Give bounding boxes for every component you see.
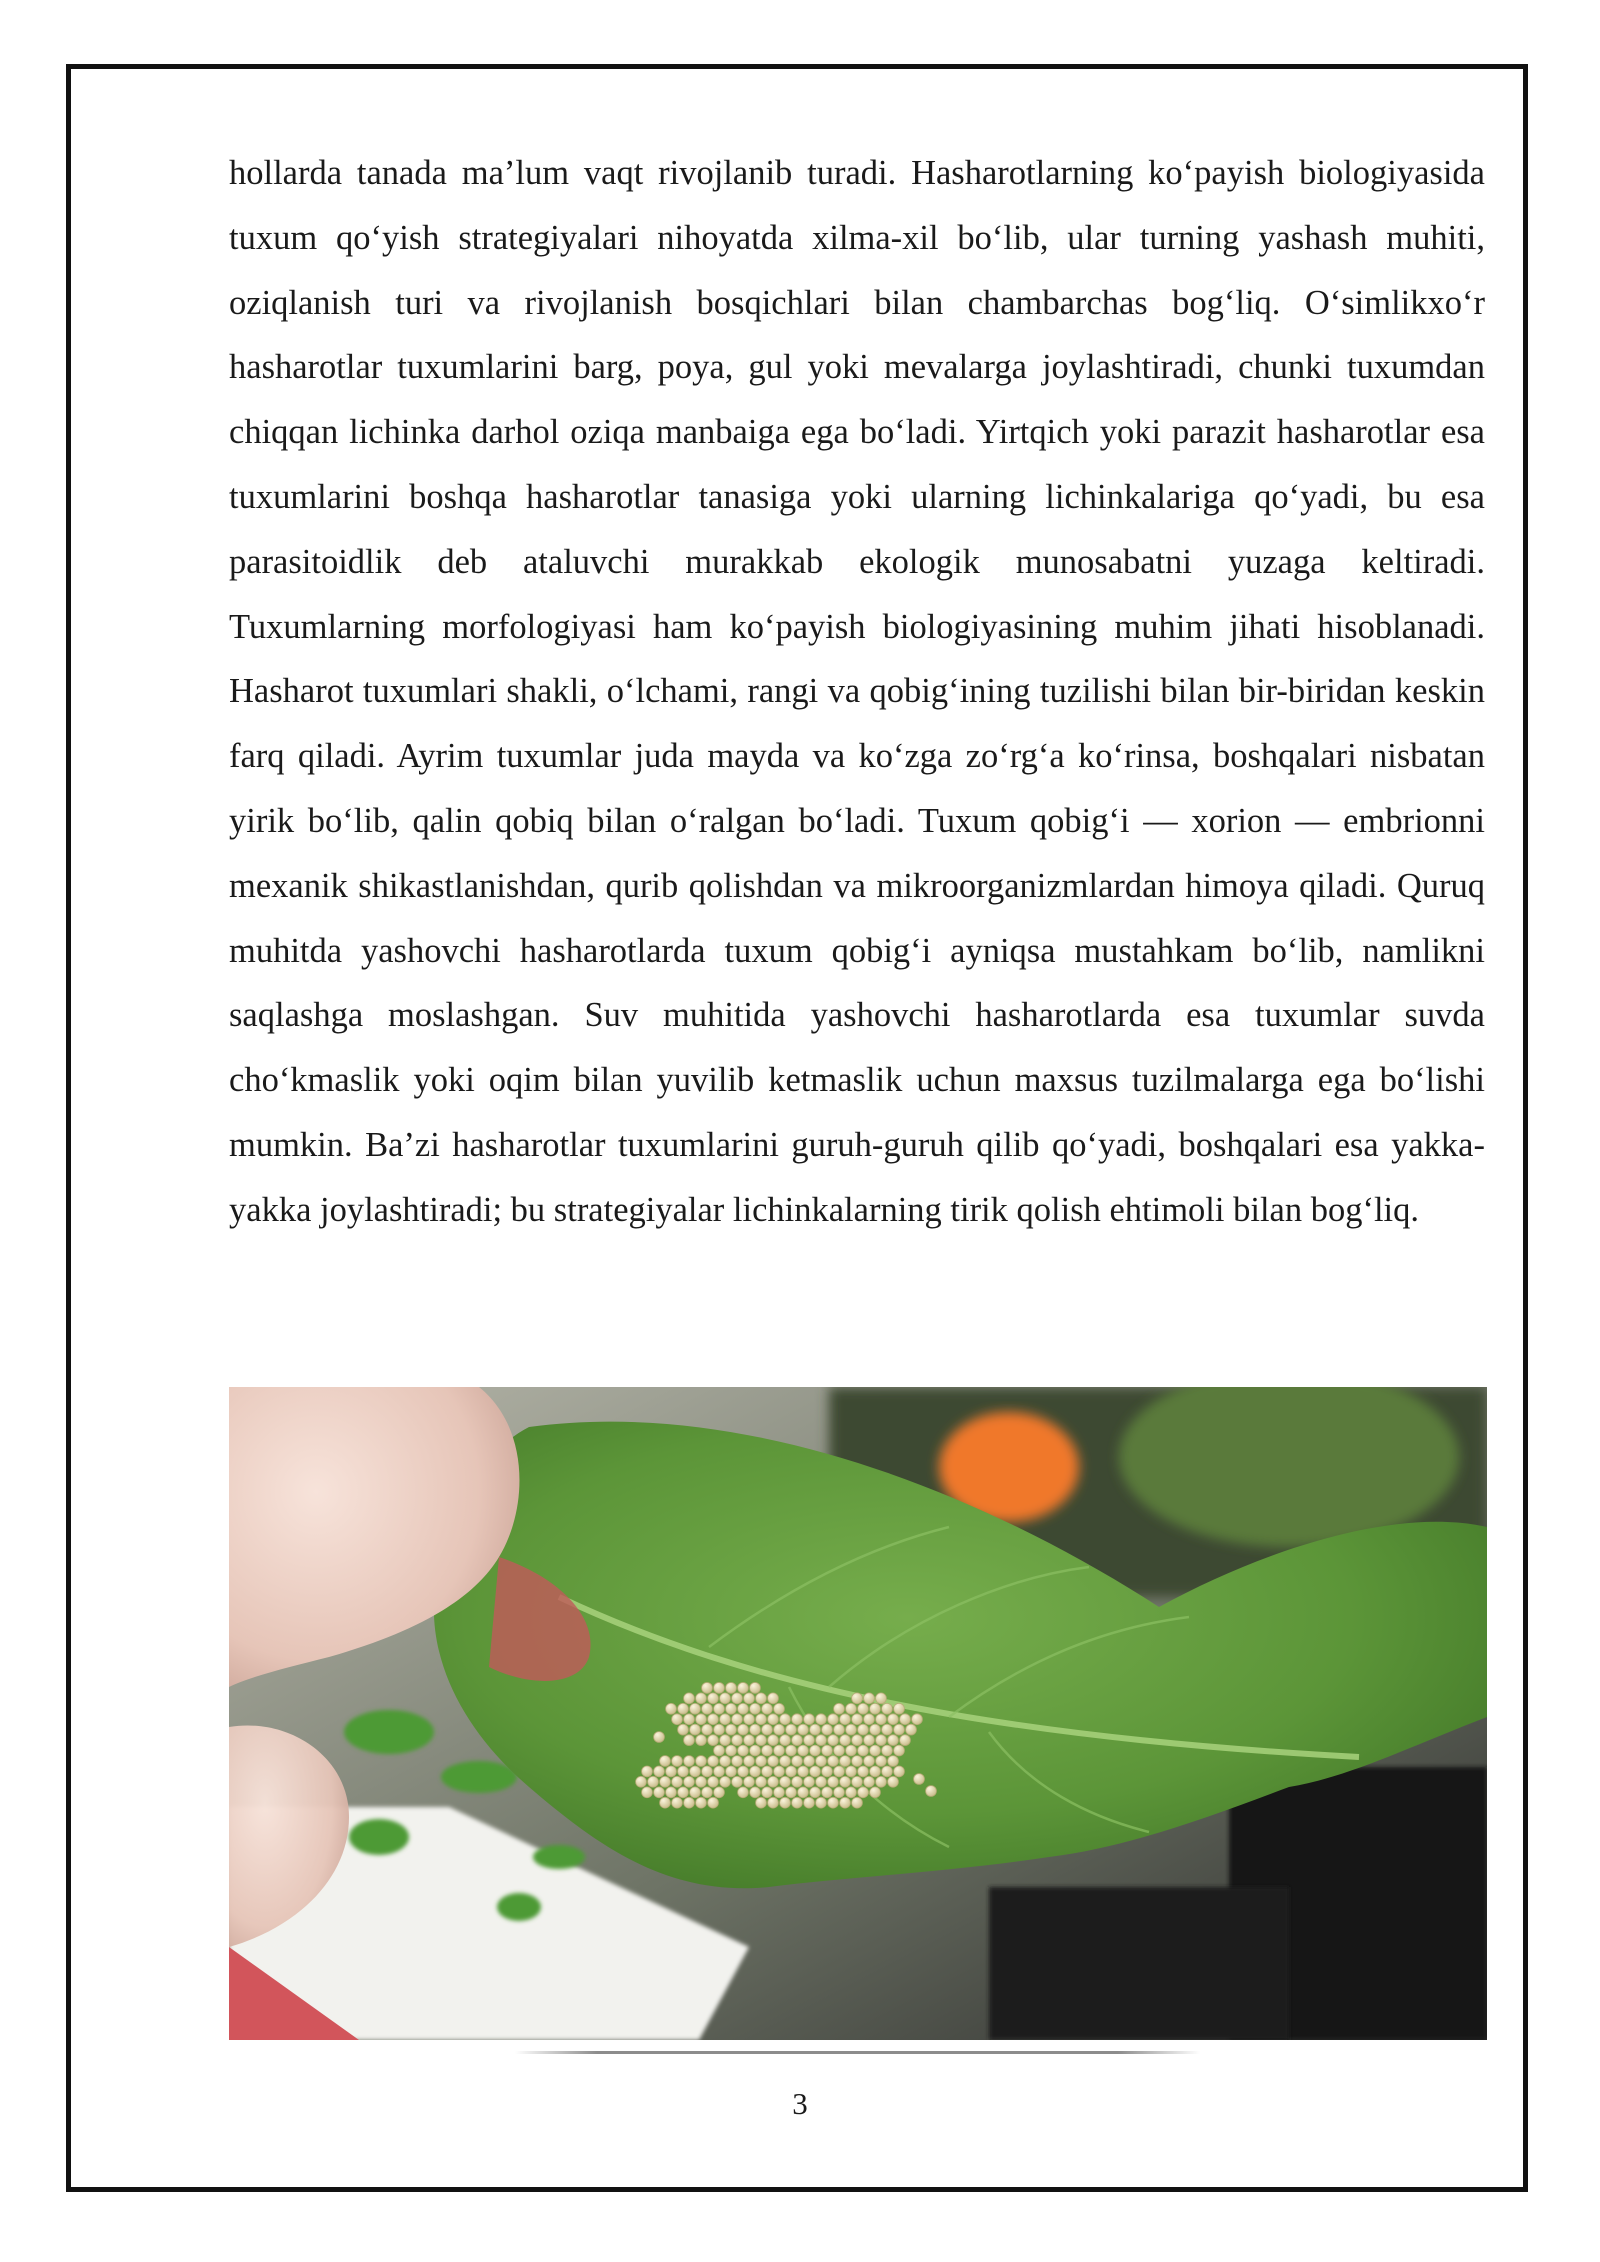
divider-line [515,2051,1200,2054]
leaf-with-eggs-photo [229,1387,1487,2040]
body-paragraph: hollarda tanada ma’lum vaqt rivojlanib turadi. Hasharotlarning ko‘payish biologiyasida tuxum qo‘yish strategiyalari nihoyatda xilma-xil bo‘lib, ular turning yashash muhiti, oziqlanish turi va rivojlanish bosqichlari bilan chambarchas bog‘liq. O‘simlikxo‘r hasharotlar tuxumlarini barg, poya, gul yoki mevalarga joylashtiradi, chunki tuxumdan chiqqan lichinka darhol oziqa manbaiga ega bo‘ladi. Yirtqich yoki parazit hasharotlar esa tuxumlarini boshqa hasharotlar tanasiga yoki ularning lichinkalariga qo‘yadi, bu esa parasitoidlik deb ataluvchi murakkab ekologik munosabatni yuzaga keltiradi. Tuxumlarning morfologiyasi ham ko‘payish biologiyasining muhim jihati hisoblanadi. Hasharot tuxumlari shakli, o‘lchami, rangi va qobig‘ining tuzilishi bilan bir-biridan keskin farq qiladi. Ayrim tuxumlar juda mayda va ko‘zga zo‘rg‘a ko‘rinsa, boshqalari nisbatan yirik bo‘lib, qalin qobiq bilan o‘ralgan bo‘ladi. Tuxum qobig‘i — xorion — embrionni mexanik shikastlanishdan, qurib qolishdan va mikroorganizmlardan himoya qiladi. Quruq muhitda yashovchi hasharotlarda tuxum qobig‘i ayniqsa mustahkam bo‘lib, namlikni saqlashga moslashgan. Suv muhitida yashovchi hasharotlarda esa tuxumlar suvda cho‘kmaslik yoki oqim bilan yuvilib ketmaslik uchun maxsus tuzilmalarga ega bo‘lishi mumkin. Ba’zi hasharotlar tuxumlarini guruh-guruh qilib qo‘yadi, boshqalari esa yakka-yakka joylashtiradi; bu strategiyalar lichinkalarning tirik qolish ehtimoli bilan bog‘liq. [229,154,1485,1229]
page-number: 3 [792,2086,808,2121]
